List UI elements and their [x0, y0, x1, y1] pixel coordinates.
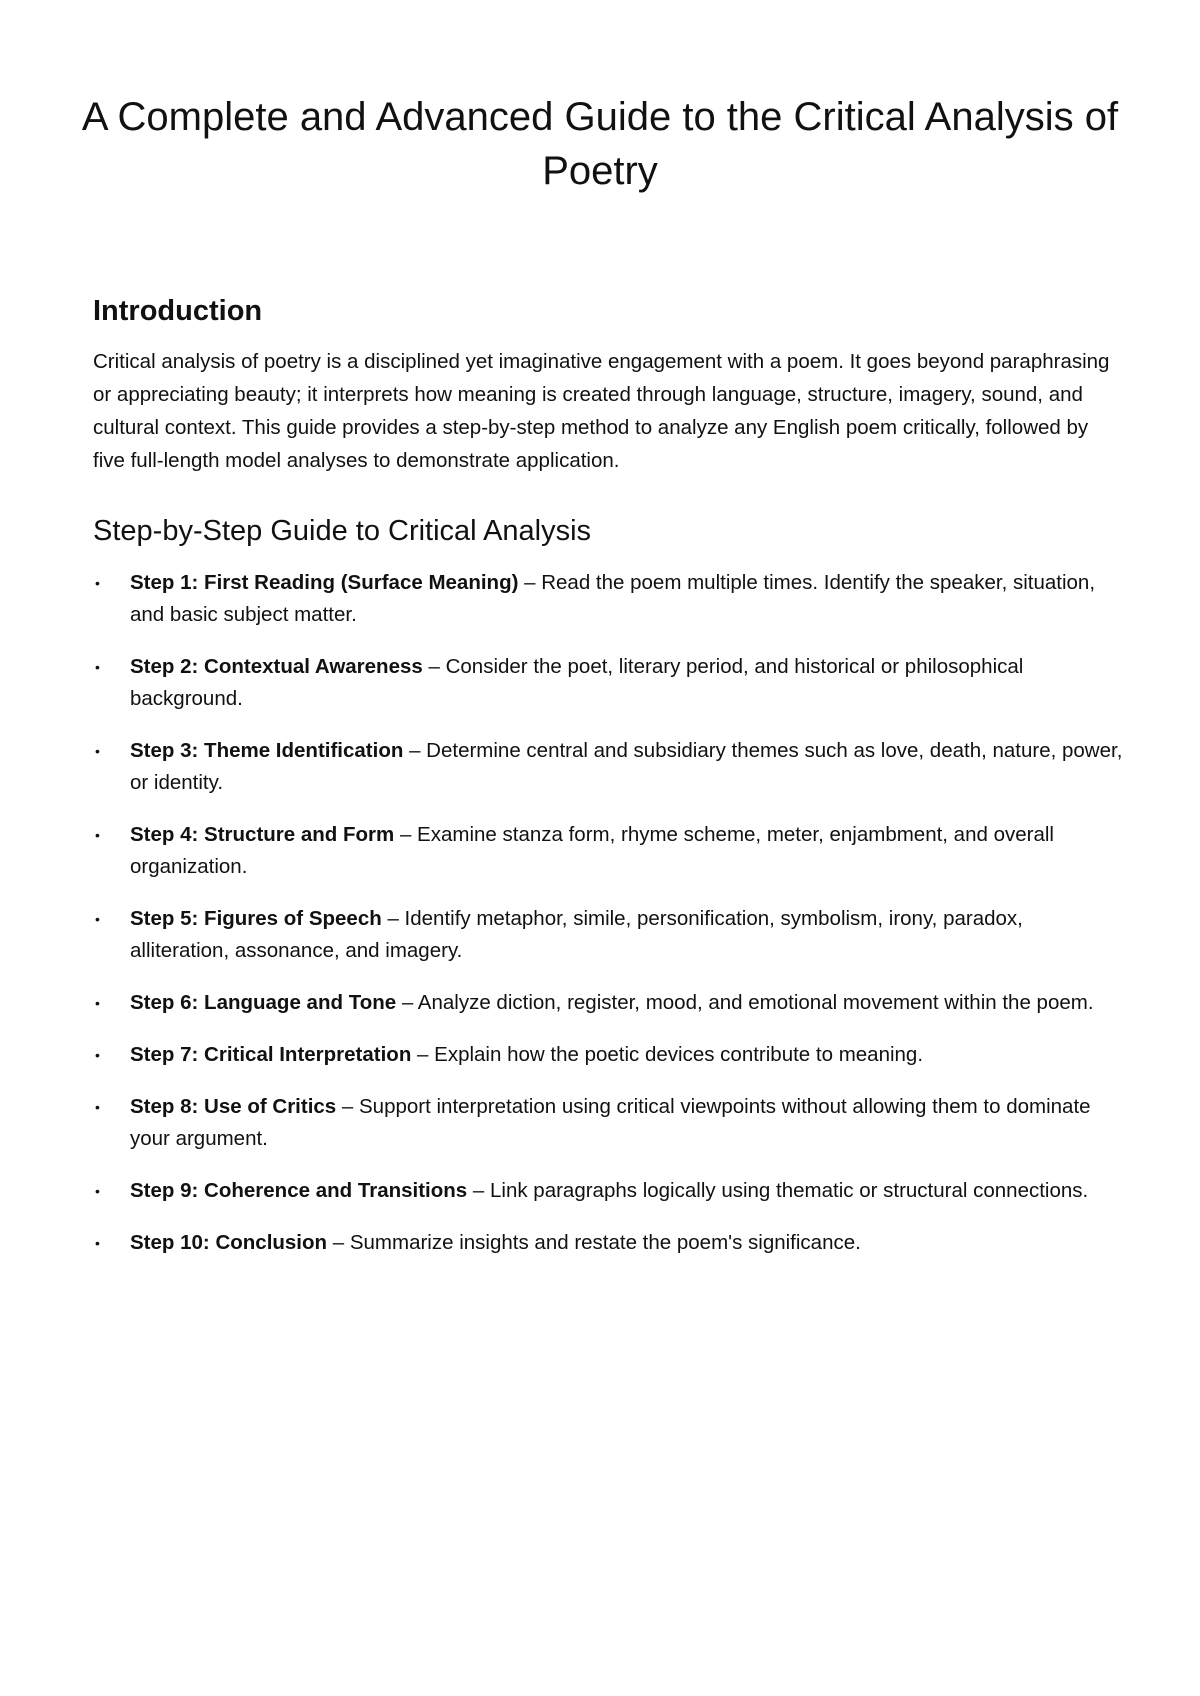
- step-text: – Support interpretation using critical viewpoints without allowing them to dominate your argument.: [130, 1095, 1091, 1150]
- step-item-8: [93, 1091, 1123, 1155]
- step-text: – Examine stanza form, rhyme scheme, meter, enjambment, and overall organization.: [130, 823, 1054, 878]
- step-text: – Read the poem multiple times. Identify the speaker, situation, and basic subject matter.: [130, 571, 1096, 626]
- step-title: Step 6: Language and Tone: [130, 991, 397, 1014]
- introduction-heading: Introduction: [93, 295, 263, 327]
- step-title: Step 3: Theme Identification: [130, 739, 404, 762]
- step-text: – Link paragraphs logically using thematic or structural connections.: [467, 1179, 1089, 1202]
- step-text: – Identify metaphor, simile, personification, symbolism, irony, paradox, alliteration, assonance, and imagery.: [130, 907, 1023, 962]
- step-title: Step 9: Coherence and Transitions: [130, 1179, 468, 1202]
- step-text: – Summarize insights and restate the poem's significance.: [327, 1231, 861, 1254]
- bullet-icon: •: [95, 659, 100, 675]
- step-text: – Consider the poet, literary period, and historical or philosophical background.: [130, 655, 1024, 710]
- step-item-7: [93, 1039, 1123, 1071]
- step-title: Step 4: Structure and Form: [130, 823, 395, 846]
- step-title: Step 7: Critical Interpretation: [130, 1043, 412, 1066]
- step-item-3: [93, 735, 1123, 799]
- steps-list: [93, 567, 1123, 1279]
- bullet-icon: •: [95, 827, 100, 843]
- step-item-10: [93, 1227, 1123, 1259]
- bullet-icon: •: [95, 1099, 100, 1115]
- step-title: Step 8: Use of Critics: [130, 1095, 337, 1118]
- step-text: – Analyze diction, register, mood, and emotional movement within the poem.: [396, 991, 1094, 1014]
- step-item-4: [93, 819, 1123, 883]
- step-title: Step 5: Figures of Speech: [130, 907, 382, 930]
- bullet-icon: •: [95, 575, 100, 591]
- step-item-5: [93, 903, 1123, 967]
- step-text: – Explain how the poetic devices contribute to meaning.: [411, 1043, 924, 1066]
- bullet-icon: •: [95, 995, 100, 1011]
- step-item-2: [93, 651, 1123, 715]
- introduction-paragraph: Critical analysis of poetry is a disciplined yet imaginative engagement with a poem. It goes beyond paraphrasing or appreciating beauty; it interprets how meaning is created through language, structure, imagery, sound, and cultural context. This guide provides a step-by-step method to analyze any English poem critically, followed by five full-length model analyses to demonstrate application.: [93, 350, 1110, 472]
- step-item-9: [93, 1175, 1123, 1207]
- document-title: A Complete and Advanced Guide to the Critical Analysis of Poetry: [81, 95, 1119, 193]
- bullet-icon: •: [95, 1235, 100, 1251]
- step-title: Step 1: First Reading (Surface Meaning): [130, 571, 519, 594]
- step-item-1: [93, 567, 1123, 631]
- guide-heading: Step-by-Step Guide to Critical Analysis: [93, 515, 592, 547]
- step-title: Step 2: Contextual Awareness: [130, 655, 423, 678]
- step-item-6: [93, 987, 1123, 1019]
- bullet-icon: •: [95, 911, 100, 927]
- step-text: – Determine central and subsidiary themes such as love, death, nature, power, or identity.: [130, 739, 1123, 794]
- bullet-icon: •: [95, 1047, 100, 1063]
- bullet-icon: •: [95, 1183, 100, 1199]
- step-title: Step 10: Conclusion: [130, 1231, 328, 1254]
- bullet-icon: •: [95, 743, 100, 759]
